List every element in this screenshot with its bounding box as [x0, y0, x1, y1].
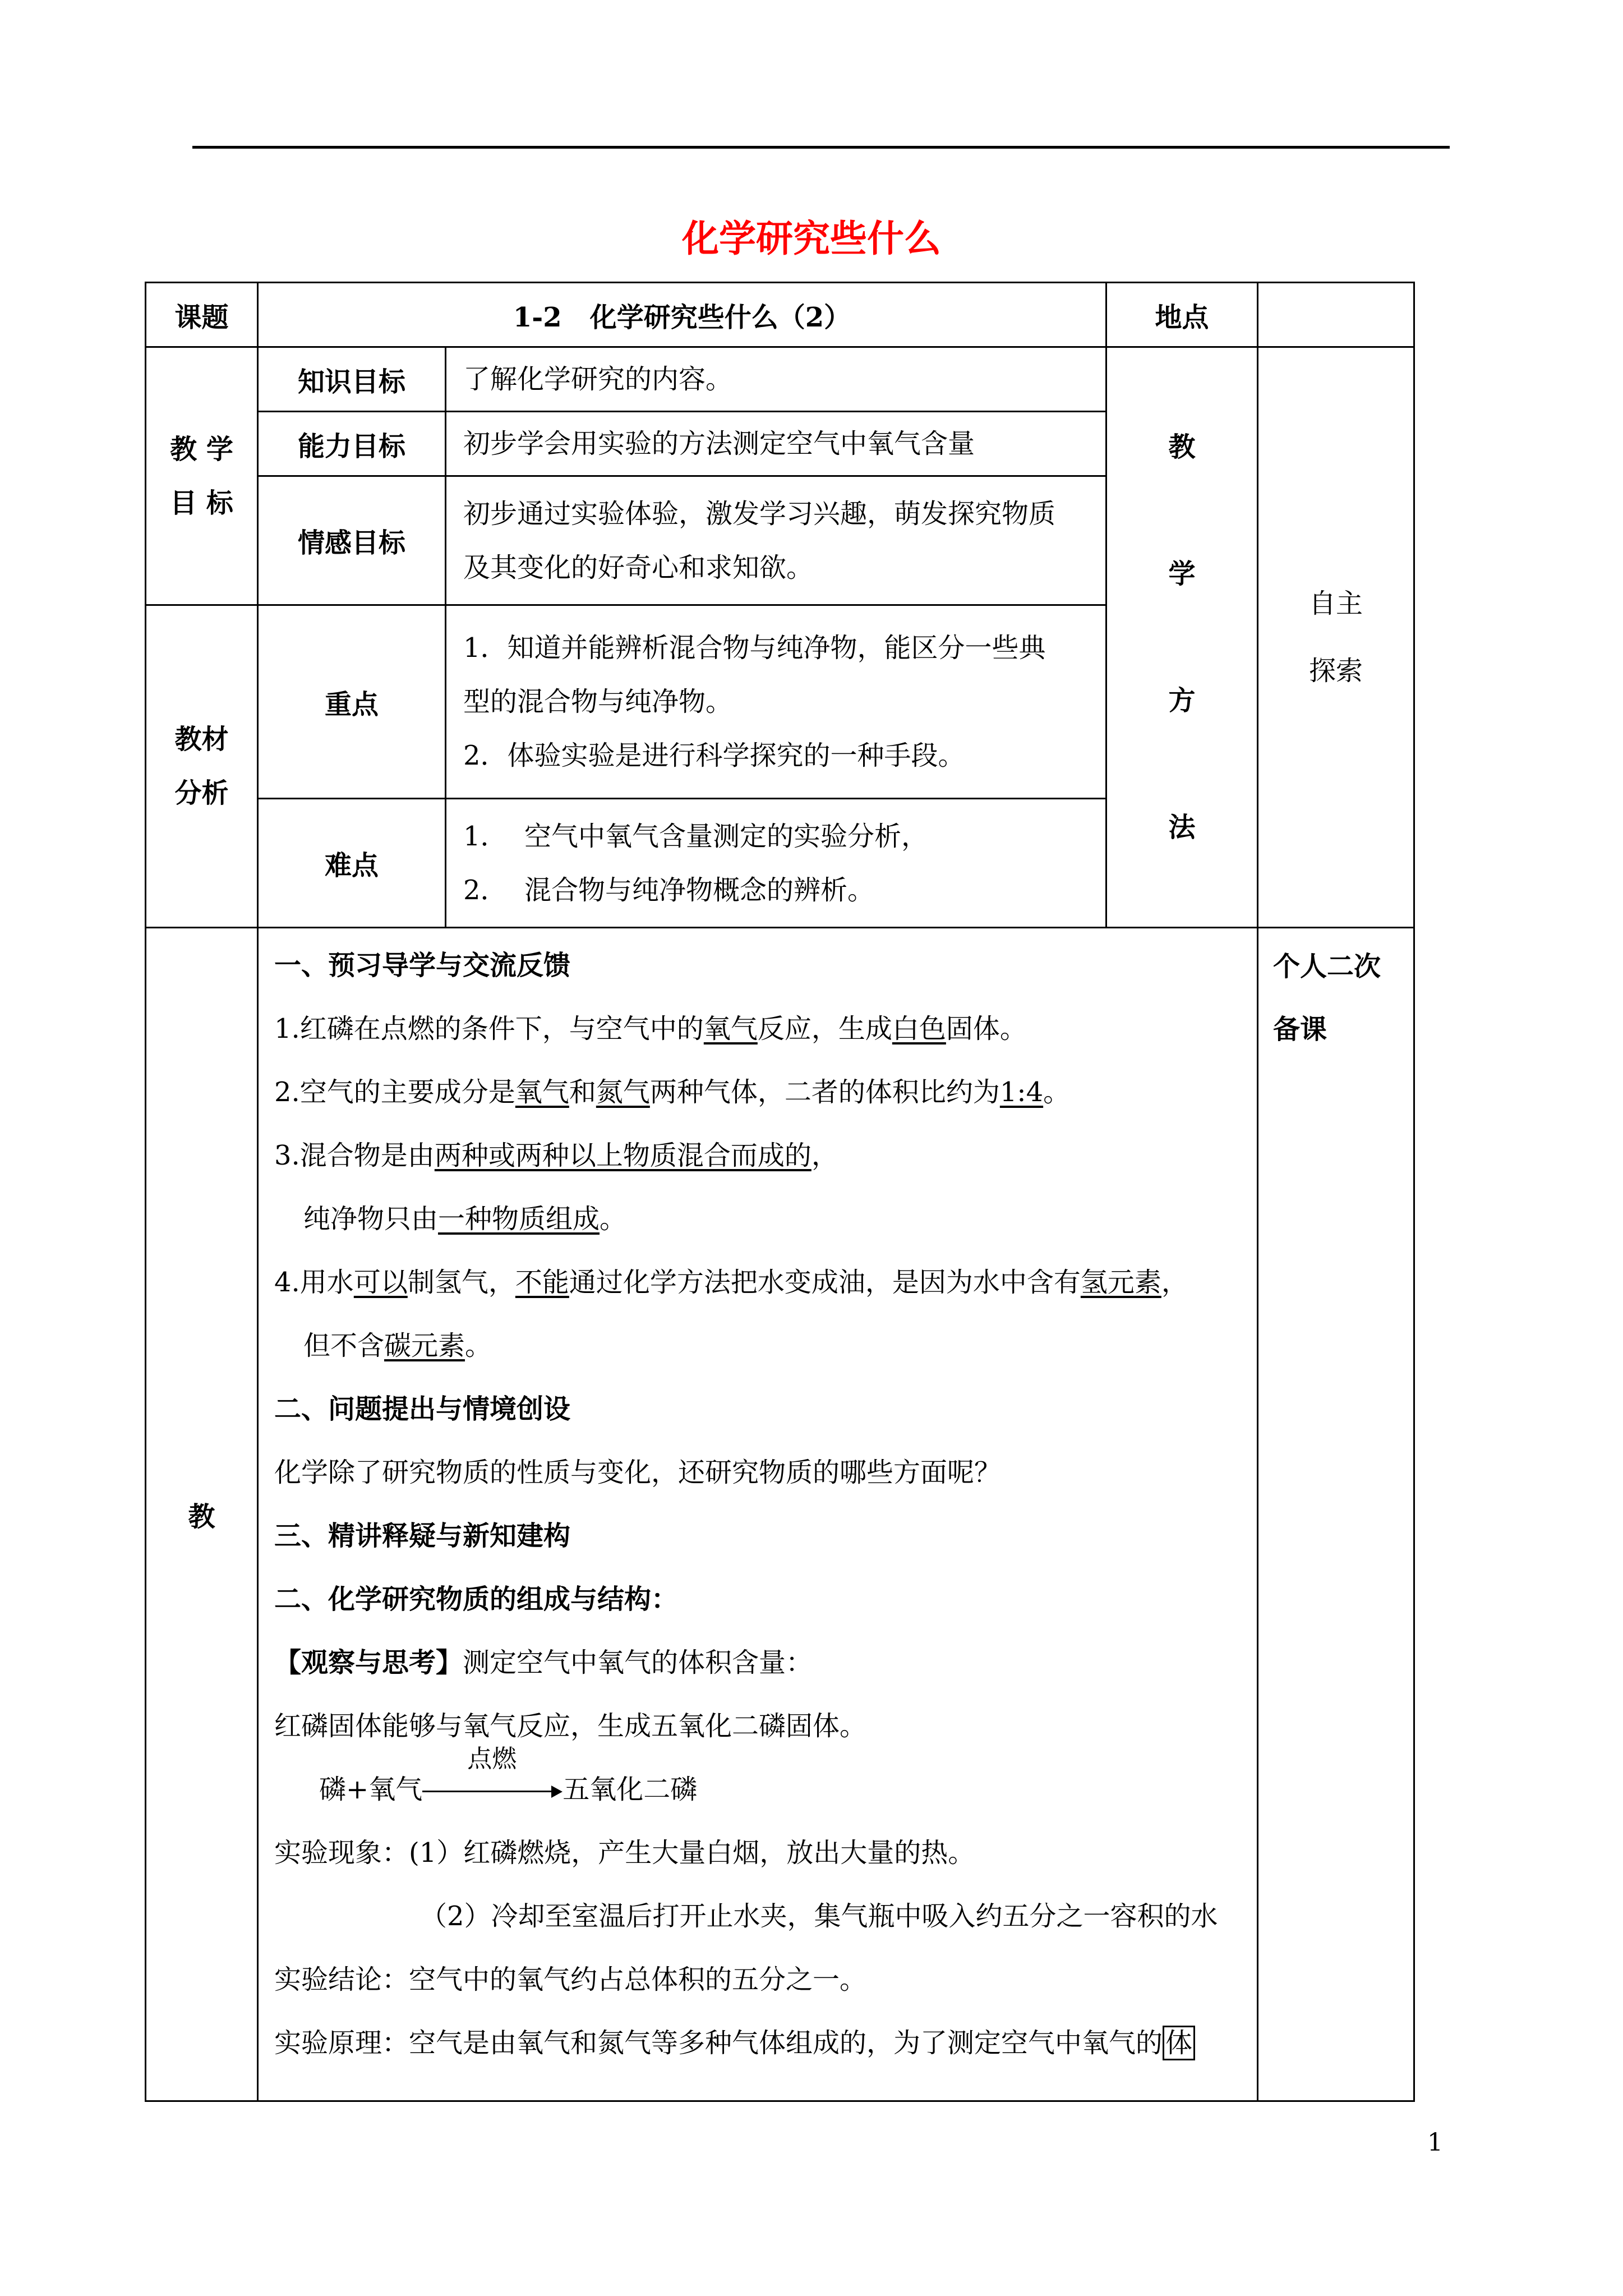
teaching-process-label: 教: [146, 928, 258, 2101]
preview-item-4: 4.用水可以制氢气，不能通过化学方法把水变成油，是因为水中含有氢元素，: [274, 1267, 1188, 1298]
reaction-equation: 磷+氧气 点燃 五氧化二磷: [274, 1758, 1244, 1821]
material-analysis-label: 教材 分析: [146, 605, 258, 928]
key-point-text: 1．知道并能辨析混合物与纯净物，能区分一些典 型的混合物与纯净物。 2．体验实验是进行科学探究的一种手段。: [446, 605, 1106, 799]
question-text: 化学除了研究物质的性质与变化，还研究物质的哪些方面呢？: [274, 1457, 1002, 1488]
teaching-method-label: 教 学 方 法: [1106, 347, 1258, 928]
preview-item-4b: 但不含碳元素。: [303, 1330, 492, 1361]
place-label: 地点: [1106, 283, 1258, 347]
preview-item-3: 3.混合物是由两种或两种以上物质混合而成的，: [274, 1140, 838, 1171]
ability-goal-text: 初步学会用实验的方法测定空气中氧气含量: [446, 412, 1106, 476]
topic-label: 课题: [146, 283, 258, 347]
ability-goal-label: 能力目标: [258, 412, 446, 476]
key-point-label: 重点: [258, 605, 446, 799]
header-rule: [192, 146, 1450, 149]
teaching-goal-label: 教 学 目 标: [146, 347, 258, 605]
knowledge-goal-label: 知识目标: [258, 347, 446, 412]
phosphorus-reaction-text: 红磷固体能够与氧气反应，生成五氧化二磷固体。: [274, 1710, 867, 1742]
teaching-method-value: 自主 探索: [1258, 347, 1414, 928]
preview-item-3b: 纯净物只由一种物质组成。: [303, 1203, 627, 1235]
lesson-plan-table: [145, 282, 1415, 2102]
difficulty-text: 1． 空气中氧气含量测定的实验分析， 2． 混合物与纯净物概念的辨析。: [446, 799, 1106, 928]
personal-prep-note: 个人二次 备课: [1258, 928, 1414, 2101]
emotion-goal-text: 初步通过实验体验，激发学习兴趣，萌发探究物质 及其变化的好奇心和求知欲。: [446, 476, 1106, 605]
section-heading-preview: 一、预习导学与交流反馈: [274, 950, 571, 981]
preview-item-2: 2.空气的主要成分是氧气和氮气两种气体，二者的体积比约为1:4。: [274, 1076, 1071, 1108]
phenomenon-2: （2）冷却至室温后打开止水夹，集气瓶中吸入约五分之一容积的水: [420, 1901, 1218, 1932]
section-heading-question: 二、问题提出与情境创设: [274, 1393, 571, 1425]
reaction-arrow: 点燃: [422, 1775, 562, 1809]
teaching-content: [258, 928, 1258, 2101]
preview-item-1: 1.红磷在点燃的条件下，与空气中的氧气反应，生成白色固体。: [274, 1013, 1027, 1045]
place-value: [1258, 283, 1414, 347]
page-title: 化学研究些什么: [682, 217, 941, 260]
topic-value: 1-2 化学研究些什么（2）: [258, 283, 1106, 347]
section-heading-explain: 三、精讲释疑与新知建构: [274, 1520, 571, 1552]
experiment-principle: 实验原理：空气是由氧气和氮气等多种气体组成的，为了测定空气中氧气的 体: [274, 2012, 1244, 2075]
phenomenon-1: 实验现象：(1）红磷燃烧，产生大量白烟，放出大量的热。: [274, 1837, 975, 1869]
experiment-conclusion: 实验结论：空气中的氧气约占总体积的五分之一。: [274, 1964, 867, 1995]
difficulty-label: 难点: [258, 799, 446, 928]
observe-think-line: 【观察与思考】测定空气中氧气的体积含量：: [274, 1647, 813, 1678]
section-heading-structure: 二、化学研究物质的组成与结构：: [274, 1584, 679, 1615]
page-number: 1: [1427, 2128, 1443, 2157]
knowledge-goal-text: 了解化学研究的内容。: [446, 347, 1106, 412]
emotion-goal-label: 情感目标: [258, 476, 446, 605]
